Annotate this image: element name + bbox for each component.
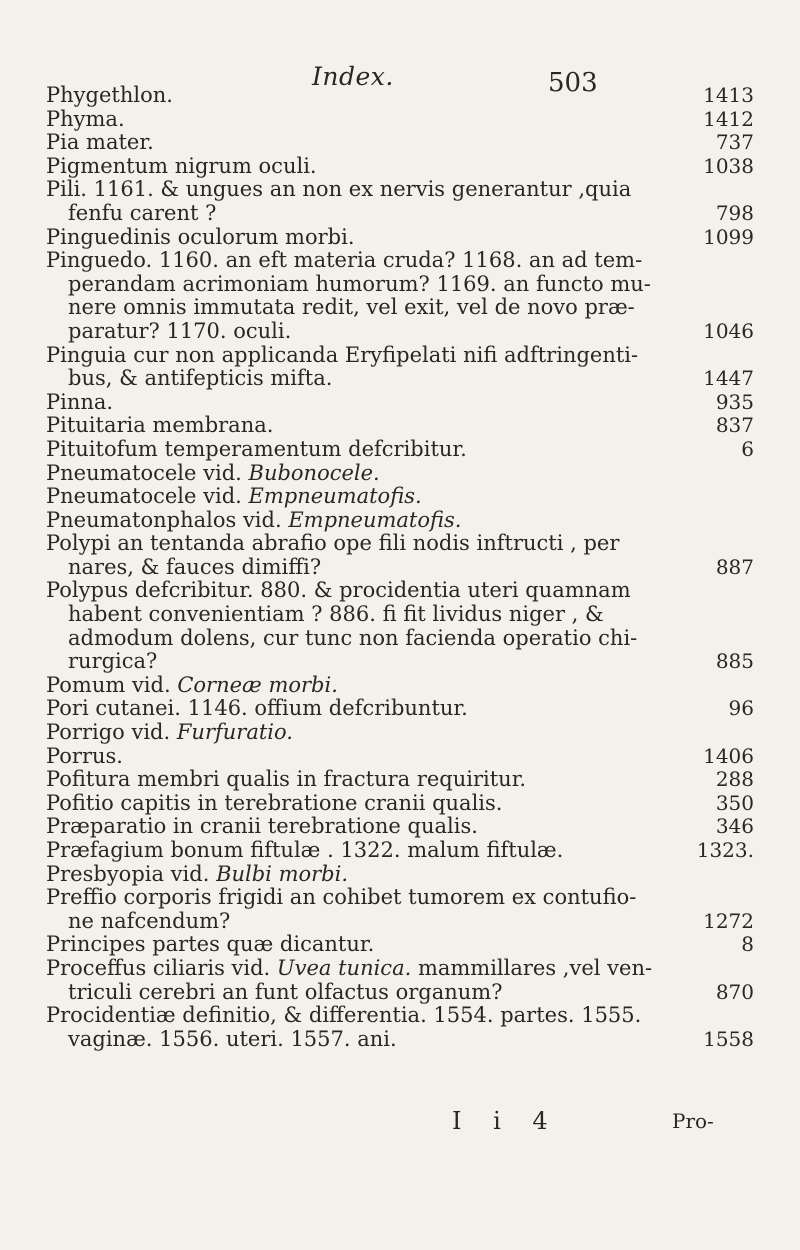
entry-line <box>46 344 686 368</box>
entry-line <box>46 462 686 486</box>
page-reference: 837 <box>715 413 754 438</box>
page-reference: 1412 <box>703 106 754 131</box>
cross-reference: Furfuratio. <box>176 720 293 745</box>
running-head: Index. <box>312 62 394 91</box>
entry-text: Pinna. <box>46 389 114 414</box>
cross-reference: Uvea tunica. <box>276 955 412 980</box>
index-entry <box>46 509 746 533</box>
entry-text: ne nafcendum? <box>68 908 231 933</box>
index-entry <box>46 389 754 415</box>
index-entry <box>46 696 754 721</box>
entry-line <box>46 249 686 273</box>
entry-line <box>46 391 686 415</box>
entry-line <box>46 721 686 745</box>
index-entry <box>46 531 754 579</box>
entry-text: vaginæ. 1556. uteri. 1557. ani. <box>68 1026 397 1051</box>
index-entry <box>46 106 754 132</box>
entry-line <box>46 1028 686 1052</box>
page-reference: 870 <box>715 979 754 1004</box>
entry-line <box>46 768 686 792</box>
page-reference: 96 <box>728 696 754 721</box>
entry-text: Pituitaria membrana. <box>46 413 274 438</box>
index-entry <box>46 130 754 155</box>
page-reference: 798 <box>715 200 754 225</box>
entry-text: Pituitofum temperamentum defcribitur. <box>46 436 467 461</box>
page-reference: 1406 <box>703 743 754 768</box>
catchword: Pro- <box>672 1109 714 1133</box>
page-reference: 885 <box>715 649 754 674</box>
entry-line <box>46 650 686 674</box>
cross-reference: Bulbi morbi. <box>216 861 348 886</box>
entry-text: paratur? 1170. oculi. <box>68 318 292 343</box>
entry-line <box>46 627 686 651</box>
entry-line <box>46 226 686 250</box>
page-reference: 350 <box>715 790 754 815</box>
entry-text: Proceffus ciliaris vid. <box>46 955 277 980</box>
signature-mark: I i 4 <box>452 1107 560 1135</box>
page-reference: 1447 <box>703 366 754 391</box>
entry-text: habent convenientiam ? 886. fi fit lividus niger , & <box>68 602 604 627</box>
page-reference: 346 <box>715 814 754 839</box>
entry-text: Presbyopia vid. <box>46 861 217 886</box>
entry-text: Polypi an tentanda abrafio ope fili nodis inftructi , per <box>46 531 620 556</box>
index-entry <box>46 814 754 839</box>
entry-text: mammillares ,vel ven- <box>411 955 653 980</box>
page-reference: 8 <box>741 932 754 957</box>
entry-text: Porrigo vid. <box>46 720 177 745</box>
cross-reference: Empneumatofis. <box>248 484 422 509</box>
entry-line <box>46 155 686 179</box>
index-entry <box>46 1003 754 1051</box>
entry-line: triculi cerebri an funt olfactus organum? <box>68 979 503 1004</box>
index-entry <box>46 462 746 486</box>
entry-text: Phygethlon. <box>46 83 173 107</box>
entry-text: fenfu carent ? <box>68 200 217 225</box>
index-entry <box>46 578 754 674</box>
entry-text: rurgica? <box>68 649 158 674</box>
entry-line <box>46 485 686 509</box>
entry-text: nere omnis immutata redit, vel exit, vel de novo præ- <box>68 295 635 320</box>
entry-line <box>46 178 686 202</box>
entry-line <box>46 603 686 627</box>
entry-text: Pofitura membri qualis in fractura requiritur. <box>46 767 527 792</box>
entry-text: Phyma. <box>46 106 125 131</box>
index-entry <box>46 248 754 343</box>
index-entry <box>46 767 754 792</box>
entry-text: Pofitio capitis in terebratione cranii qualis. <box>46 790 503 815</box>
index-entry <box>46 932 754 957</box>
entry-text: perandam acrimoniam humorum? 1169. an functo mu- <box>68 271 651 296</box>
entry-line <box>46 674 686 698</box>
index-entry <box>46 721 746 745</box>
index-entry <box>46 177 754 225</box>
entry-line <box>46 910 686 934</box>
entry-text: admodum dolens, cur tunc non facienda operatio chi- <box>68 625 638 650</box>
index-entry <box>46 153 754 179</box>
entry-text: Pneumatocele vid. <box>46 484 249 509</box>
page-reference: 1558 <box>703 1026 754 1051</box>
entry-text: Porrus. <box>46 743 123 768</box>
page-reference: 1323. <box>696 838 754 862</box>
entry-text: Procidentiæ definitio, & differentia. 1554. partes. 1555. <box>46 1003 642 1028</box>
entry-text: nares, & fauces dimiffi? <box>68 554 322 579</box>
entry-text: Pneumatonphalos vid. <box>46 507 289 532</box>
page-reference: 1272 <box>703 908 754 933</box>
entry-line <box>46 957 686 981</box>
page-reference: 1038 <box>703 153 754 178</box>
entry-line <box>46 1004 686 1028</box>
page-reference: 288 <box>715 767 754 792</box>
entry-text: Pneumatocele vid. <box>46 460 249 485</box>
index-entry <box>46 342 754 391</box>
entry-line <box>46 745 686 769</box>
entry-text: Principes partes quæ dicantur. <box>46 932 375 957</box>
entry-text: Pigmentum nigrum oculi. <box>46 153 317 178</box>
page-reference: 6 <box>741 436 754 461</box>
entry-line <box>46 933 686 957</box>
entry-line <box>46 438 686 462</box>
entry-line <box>46 131 686 155</box>
entry-text: Præparatio in cranii terebratione qualis. <box>46 814 478 839</box>
cross-reference: Corneæ morbi. <box>177 672 338 697</box>
entry-text: Præfagium bonum fiftulæ . 1322. malum fiftulæ. <box>46 838 564 862</box>
index-entry <box>46 838 754 863</box>
entry-text: Pinguedo. 1160. an eft materia cruda? 1168. an ad tem- <box>46 248 643 273</box>
index-entry <box>46 790 754 816</box>
entry-line <box>46 296 686 320</box>
entry-text: Pinguedinis oculorum morbi. <box>46 224 355 249</box>
page-reference: 887 <box>715 554 754 579</box>
entry-line <box>46 509 686 533</box>
entry-line <box>46 84 686 108</box>
entry-line <box>46 202 686 226</box>
entry-line <box>46 579 686 603</box>
index-entry <box>46 413 754 438</box>
entry-line <box>46 108 686 132</box>
index-entry <box>46 955 754 1004</box>
page-reference: 1046 <box>703 318 754 343</box>
entry-line <box>46 532 686 556</box>
index-entry <box>46 436 754 462</box>
index-entry <box>46 863 746 887</box>
cross-reference: Empneumatofis. <box>288 507 462 532</box>
entry-text: Pinguia cur non applicanda Eryfipelati nifi adftringenti- <box>46 342 639 367</box>
entry-line <box>46 697 686 721</box>
entry-line <box>46 556 686 580</box>
index-entry <box>46 485 746 509</box>
entry-line <box>46 367 686 391</box>
entry-line <box>46 273 686 297</box>
entry-text: bus, & antifepticis mifta. <box>68 366 333 391</box>
entry-line <box>46 414 686 438</box>
page-reference: 1413 <box>703 83 754 107</box>
entry-line <box>46 863 686 887</box>
index-entry <box>46 743 754 769</box>
entry-line <box>46 320 686 344</box>
entry-line <box>46 815 686 839</box>
page-reference: 737 <box>715 130 754 155</box>
entry-line <box>46 792 686 816</box>
cross-reference: Bubonocele. <box>248 460 380 485</box>
index-entry <box>46 674 746 698</box>
entry-text: Pili. 1161. & ungues an non ex nervis generantur ,quia <box>46 177 632 202</box>
page-reference: 1099 <box>703 224 754 249</box>
page-number: 503 <box>548 68 598 98</box>
entry-text: Pori cutanei. 1146. offium defcribuntur. <box>46 696 468 721</box>
entry-text: Pia mater. <box>46 130 154 155</box>
entry-text: Pomum vid. <box>46 672 178 697</box>
entry-text: Polypus defcribitur. 880. & procidentia uteri quamnam <box>46 578 631 603</box>
entry-text: Preffio corporis frigidi an cohibet tumorem ex contufio- <box>46 885 637 910</box>
page-reference: 935 <box>715 389 754 414</box>
index-entry <box>46 224 754 250</box>
entry-line <box>46 886 686 910</box>
entry-line <box>46 839 686 863</box>
index-entry <box>46 885 754 933</box>
